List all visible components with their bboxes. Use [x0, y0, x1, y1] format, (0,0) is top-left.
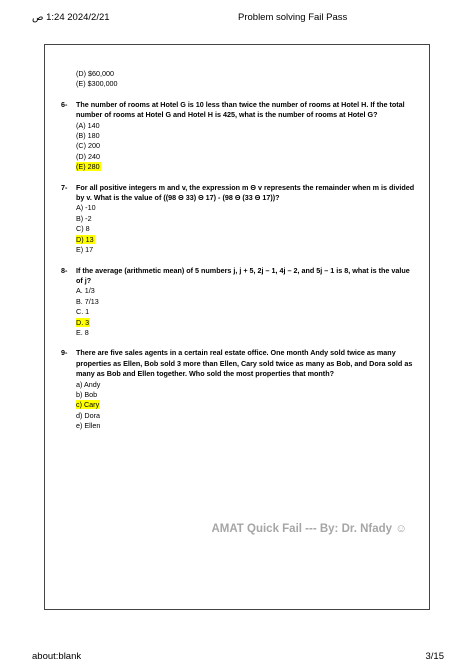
answer-option	[61, 131, 415, 141]
question-stem: For all positive integers m and v, the expression m Θ v represents the remainder when m is divided by v. What is the value of ((98 Θ 33) Θ 17) - (98 Θ (33 Θ 17))?	[76, 182, 415, 203]
print-url: about:blank	[32, 651, 82, 662]
question-text	[61, 348, 415, 379]
question-number: 7-	[61, 182, 68, 192]
answer-option	[61, 380, 415, 390]
question-stem: If the average (arithmetic mean) of 5 numbers j, j + 5, 2j – 1, 4j – 2, and 5j – 1 is 8, what is the value of j?	[76, 265, 410, 285]
answer-option	[61, 318, 415, 328]
answer-option-text: B) -2	[76, 213, 92, 223]
answer-option-text: (C) 200	[76, 141, 100, 151]
answer-option-text: (A) 140	[76, 120, 100, 130]
answer-option	[61, 421, 415, 431]
answer-option	[61, 162, 415, 172]
question-text	[61, 183, 415, 204]
answer-option	[61, 286, 415, 296]
answer-option-text: A) -10	[76, 203, 96, 213]
question-stem: The number of rooms at Hotel G is 10 less than twice the number of rooms at Hotel H. If the total number of rooms at Hotel G and Hotel H is 425, what is the number of rooms at Hotel G?	[76, 99, 405, 120]
question-list	[61, 100, 415, 432]
answer-option	[61, 328, 415, 338]
author-watermark: AMAT Quick Fail --- By: Dr. Nfady ☺	[211, 523, 407, 535]
answer-option-text: a) Andy	[76, 379, 101, 389]
answer-option	[61, 121, 415, 131]
question-block	[61, 183, 415, 256]
answer-option	[61, 203, 415, 213]
document-page	[44, 44, 430, 610]
answer-option-text: (D) $60,000	[76, 69, 114, 78]
answer-option-text: E) 17	[76, 245, 94, 255]
answer-option	[61, 307, 415, 317]
question-block	[61, 266, 415, 339]
answer-option-text: (E) $300,000	[76, 79, 118, 89]
question-number: 8-	[61, 265, 68, 275]
answer-option-highlighted-text: (E) 280	[76, 162, 100, 172]
answer-option-text: d) Dora	[76, 410, 100, 420]
question-stem: There are five sales agents in a certain real estate office. One month Andy sold twice as many properties as Ellen, Bob sold 3 more than Ellen, Cary sold twice as many as Bob, and Dora sold as many as Bob and Ellen together. Who sold the most properties that month?	[76, 348, 413, 379]
answer-option-text: (B) 180	[76, 131, 100, 141]
answer-option-highlighted-text: D. 3	[76, 317, 90, 327]
answer-option	[61, 79, 415, 89]
page-indicator: 3/15	[425, 651, 444, 662]
question-block	[61, 100, 415, 173]
answer-option-text: (D) 240	[76, 151, 100, 161]
answer-option-text: E. 8	[76, 327, 89, 337]
answer-option-text: A. 1/3	[76, 286, 95, 296]
answer-option	[61, 69, 415, 79]
answer-option	[61, 235, 415, 245]
answer-option	[61, 245, 415, 255]
print-footer	[0, 643, 474, 671]
answer-option	[61, 411, 415, 421]
question-number: 9-	[61, 348, 68, 358]
answer-option-highlighted-text: D) 13	[76, 234, 94, 244]
answer-option	[61, 400, 415, 410]
answer-option-text: b) Bob	[76, 389, 98, 399]
answer-option-text: e) Ellen	[76, 421, 101, 431]
answer-option	[61, 224, 415, 234]
print-header	[0, 0, 474, 30]
answer-option-text: C. 1	[76, 307, 90, 317]
leading-options	[61, 69, 415, 90]
question-block	[61, 348, 415, 431]
answer-option	[61, 152, 415, 162]
question-number: 6-	[61, 99, 68, 109]
print-title: Problem solving Fail Pass	[238, 12, 348, 23]
document-content	[61, 69, 415, 432]
question-text	[61, 266, 415, 287]
print-datetime: 2024/2/21 1:24 ص	[32, 12, 110, 23]
answer-option	[61, 390, 415, 400]
answer-option	[61, 141, 415, 151]
question-text	[61, 100, 415, 121]
answer-option-text: C) 8	[76, 224, 90, 234]
answer-option-highlighted-text: c) Cary	[76, 400, 100, 410]
answer-option-text: B. 7/13	[76, 296, 99, 306]
answer-option	[61, 297, 415, 307]
answer-option	[61, 214, 415, 224]
